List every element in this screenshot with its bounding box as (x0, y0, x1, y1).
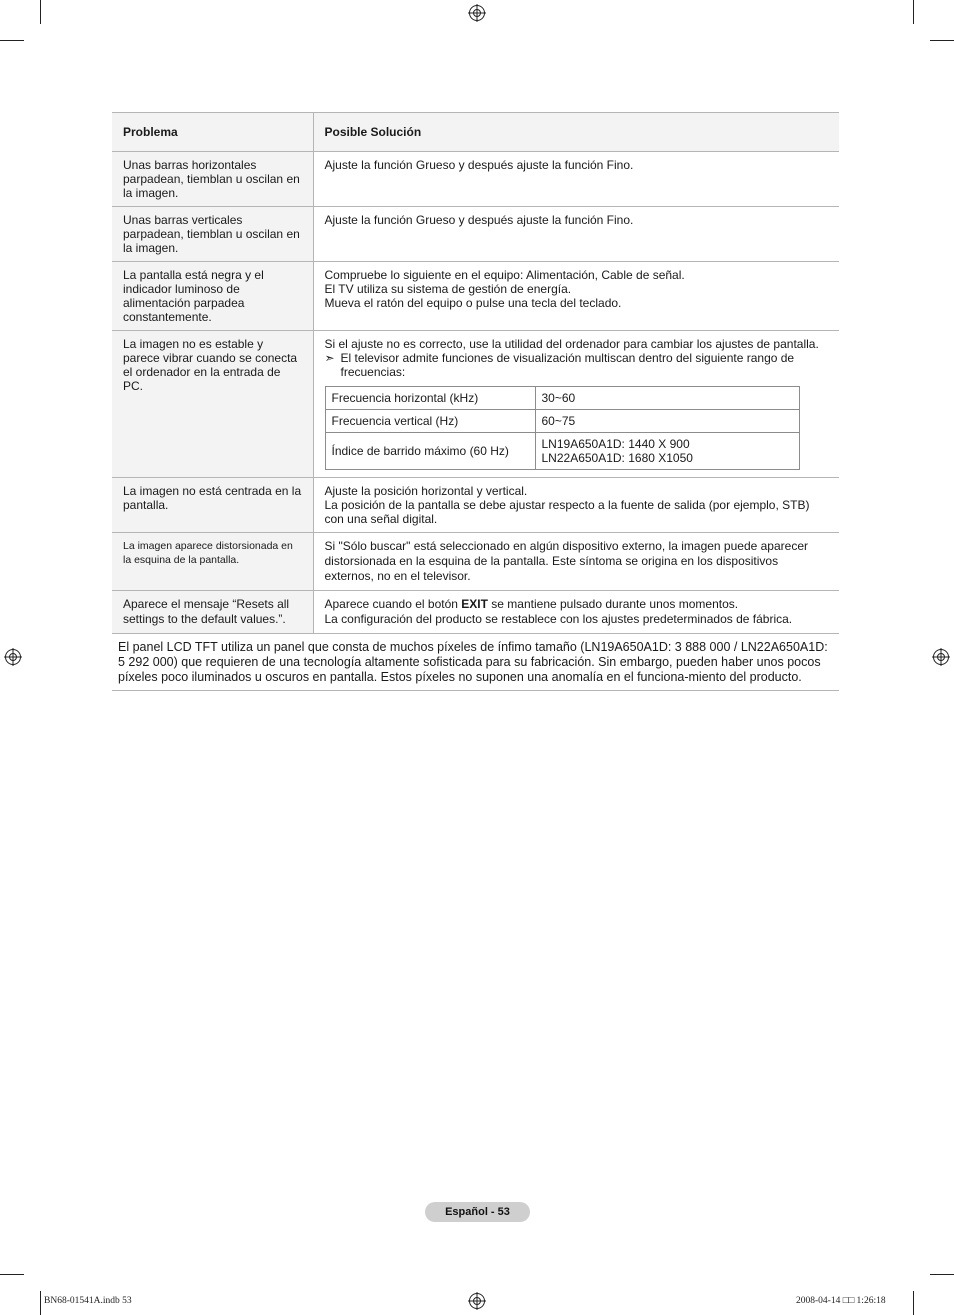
resolution-line: LN22A650A1D: 1680 X1050 (541, 451, 693, 465)
problem-cell: Aparece el mensaje “Resets all settings to the default values.”. (112, 591, 313, 634)
registration-mark-icon (468, 4, 486, 22)
solution-line: Si el ajuste no es correcto, use la utilidad del ordenador para cambiar los ajustes de pantalla. (324, 337, 819, 351)
solution-cell (313, 533, 839, 591)
frequency-value: 30~60 (535, 387, 799, 410)
solution-line: Ajuste la posición horizontal y vertical. (324, 484, 528, 498)
table-row (112, 152, 839, 207)
header-problem: Problema (112, 113, 313, 152)
exit-key-label: EXIT (461, 597, 488, 611)
frequency-row (325, 387, 799, 410)
table-row (112, 591, 839, 634)
solution-cell (313, 262, 839, 331)
registration-mark-icon (468, 1292, 486, 1310)
table-row (112, 331, 839, 478)
table-footer-row (112, 634, 839, 691)
frequency-value: 60~75 (535, 410, 799, 433)
crop-mark (0, 1274, 24, 1275)
problem-cell: Unas barras horizontales parpadean, tiemblan u oscilan en la imagen. (112, 152, 313, 207)
solution-cell (313, 331, 839, 478)
lcd-panel-note: El panel LCD TFT utiliza un panel que consta de muchos píxeles de ínfimo tamaño (LN19A650A1D: 3 888 000 / LN22A650A1D: 5 292 000) que requieren de una tecnología altamente sofisticada para su fabricación. Sin embargo, pueden haber unos pocos píxeles poco iluminados u oscuros en pantalla. Estos píxeles no suponen una anomalía en el funciona-miento del producto. (112, 634, 839, 691)
print-slug-date: 2008-04-14 □□ 1:26:18 (796, 1296, 886, 1306)
solution-line: El TV utiliza su sistema de gestión de energía. (324, 282, 572, 296)
solution-line: Mueva el ratón del equipo o pulse una tecla del teclado. (324, 296, 622, 310)
solution-cell (313, 152, 839, 207)
print-slug-file: BN68-01541A.indb 53 (44, 1296, 132, 1306)
note-text: El televisor admite funciones de visualización multiscan dentro del siguiente rango de frecuencias: (340, 351, 795, 379)
table-row (112, 478, 839, 533)
solution-line: Si "Sólo buscar" está seleccionado en algún dispositivo externo, la imagen puede aparecer distorsionada en la esquina de la pantalla. Este síntoma se origina en los dispositivos externos, no en el televisor. (324, 539, 808, 583)
crop-mark (913, 1291, 914, 1315)
solution-cell (313, 478, 839, 533)
frequency-value (535, 433, 799, 470)
problem-cell: La imagen aparece distorsionada en la esquina de la pantalla. (112, 533, 313, 591)
header-solution: Posible Solución (313, 113, 839, 152)
table-row (112, 207, 839, 262)
solution-line: Ajuste la función Grueso y después ajuste la función Fino. (324, 158, 634, 172)
frequency-row (325, 410, 799, 433)
crop-mark (0, 40, 24, 41)
registration-mark-icon (932, 648, 950, 666)
problem-cell: Unas barras verticales parpadean, tiemblan u oscilan en la imagen. (112, 207, 313, 262)
solution-cell (313, 591, 839, 634)
resolution-line: LN19A650A1D: 1440 X 900 (541, 437, 690, 451)
solution-line: Compruebe lo siguiente en el equipo: Alimentación, Cable de señal. (324, 268, 685, 282)
frequency-name: Frecuencia vertical (Hz) (325, 410, 535, 433)
table-row (112, 262, 839, 331)
problem-cell: La imagen no es estable y parece vibrar cuando se conecta el ordenador en la entrada de PC. (112, 331, 313, 478)
frequency-name: Índice de barrido máximo (60 Hz) (325, 433, 535, 470)
frequency-name: Frecuencia horizontal (kHz) (325, 387, 535, 410)
troubleshooting-table (112, 112, 839, 691)
solution-line (325, 597, 830, 612)
frequency-row (325, 433, 799, 470)
table-header-row (112, 113, 839, 152)
note (325, 351, 830, 379)
problem-cell: La imagen no está centrada en la pantalla. (112, 478, 313, 533)
table-row (112, 533, 839, 591)
page-number-badge: Español - 53 (425, 1202, 530, 1222)
crop-mark (40, 0, 41, 24)
crop-mark (913, 0, 914, 24)
crop-mark (930, 1274, 954, 1275)
problem-cell: La pantalla está negra y el indicador luminoso de alimentación parpadea constantemente. (112, 262, 313, 331)
solution-line: La configuración del producto se restablece con los ajustes predeterminados de fábrica. (324, 612, 793, 626)
solution-line: Ajuste la función Grueso y después ajuste la función Fino. (324, 213, 634, 227)
solution-text: Aparece cuando el botón (324, 597, 462, 611)
solution-cell (313, 207, 839, 262)
registration-mark-icon (4, 648, 22, 666)
frequency-table (325, 386, 800, 470)
solution-text: se mantiene pulsado durante unos momentos. (487, 597, 739, 611)
crop-mark (930, 40, 954, 41)
solution-line: La posición de la pantalla se debe ajustar respecto a la fuente de salida (por ejemplo, STB) con una señal digital. (324, 498, 810, 526)
crop-mark (40, 1291, 41, 1315)
note-arrow-icon: ➣ (324, 351, 335, 365)
